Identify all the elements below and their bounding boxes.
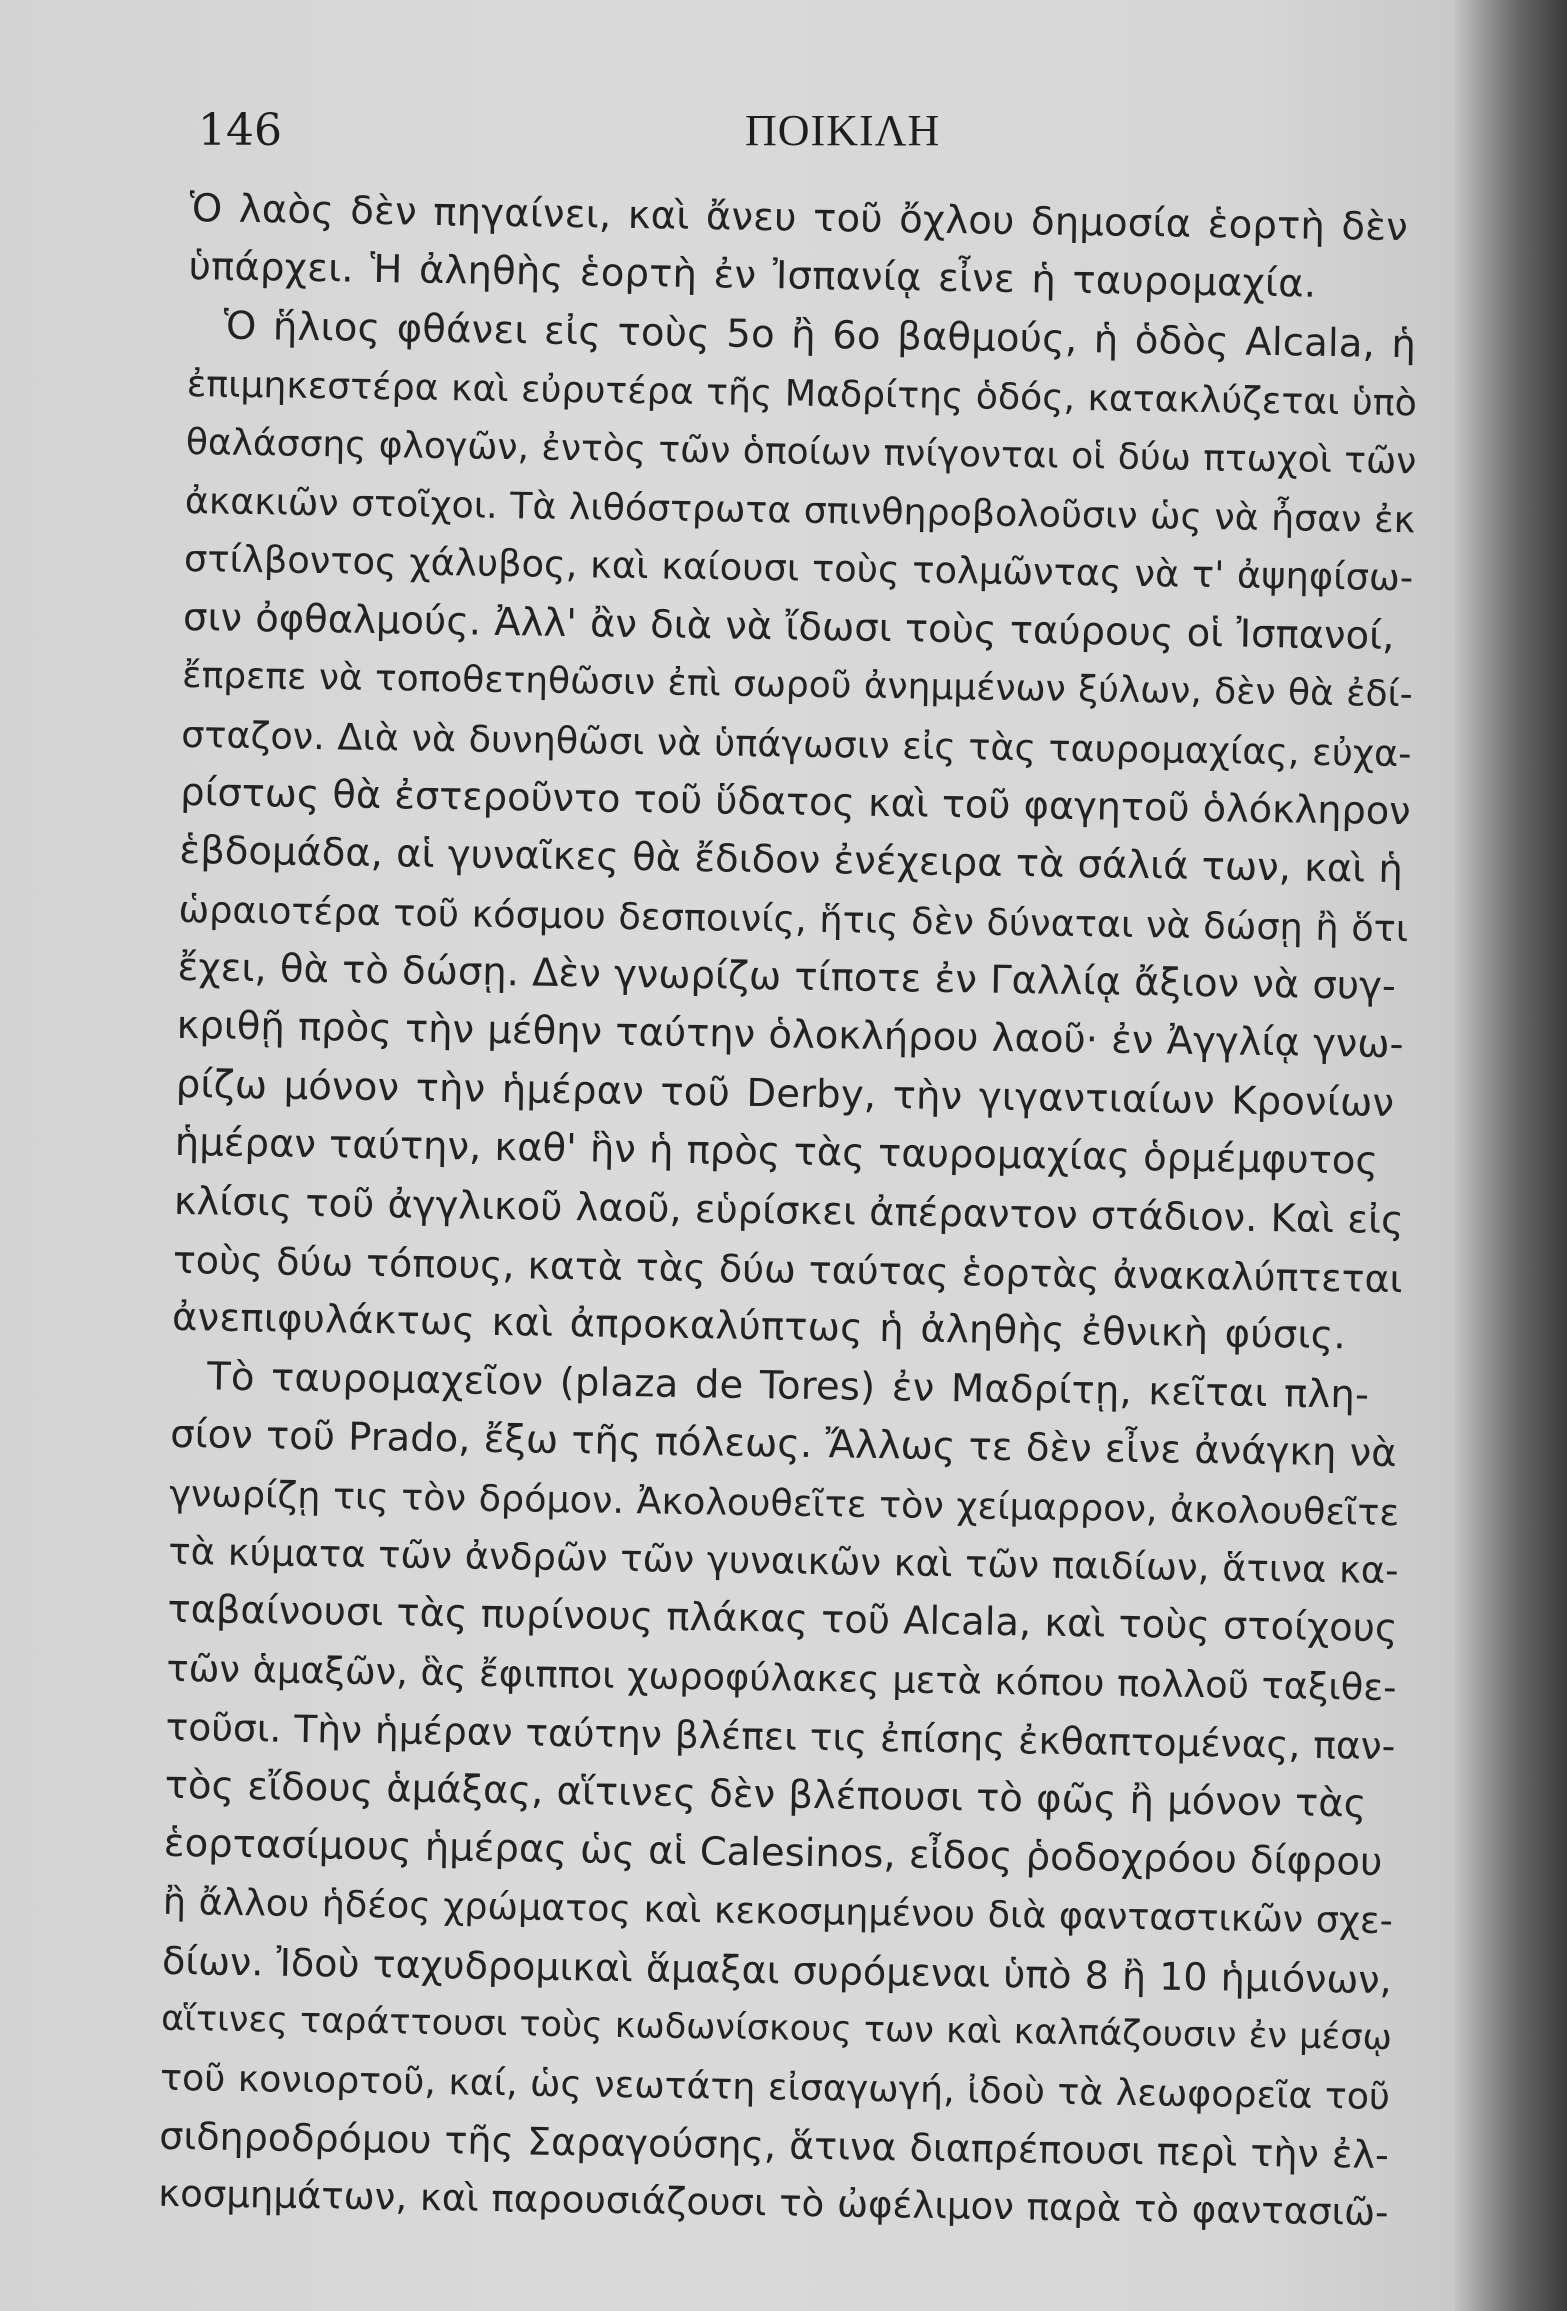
text-line: ἢ ἄλλου ἡδέος χρώματος καὶ κεκοσμημένου διὰ φανταστικῶν σχε- (162, 1880, 1394, 1943)
text-line: τοῦσι. Τὴν ἡμέραν ταύτην βλέπει τις ἐπίσης ἐκθαπτομένας, παν- (165, 1704, 1396, 1769)
text-line: τὸς εἴδους ἁμάξας, αἵτινες δὲν βλέπουσι τὸ φῶς ἢ μόνον τὰς (164, 1762, 1367, 1827)
text-line: ἀνεπιφυλάκτως καὶ ἀπροκαλύπτως ἡ ἀληθὴς ἐθνικὴ φύσις. (171, 1295, 1347, 1359)
text-line: ἔχει, θὰ τὸ δώσῃ. Δὲν γνωρίζω τίποτε ἐν Γαλλίᾳ ἄξιον νὰ συγ- (177, 944, 1397, 1010)
text-line: Ὁ ἥλιος φθάνει εἰς τοὺς 5ο ἢ 6ο βαθμούς, ἡ ὁδὸς Alcala, ἡ (223, 303, 1417, 368)
text-line: τὰ κύματα τῶν ἀνδρῶν τῶν γυναικῶν καὶ τῶν παιδίων, ἅτινα κα- (168, 1529, 1399, 1593)
text-line: Τὸ ταυρομαχεῖον (plaza de Tores) ἐν Μαδρίτῃ, κεῖται πλη- (206, 1354, 1370, 1418)
text-line: στίλβοντος χάλυβος, καὶ καίουσι τοὺς τολμῶντας νὰ τ' ἀψηφίσω- (183, 537, 1414, 600)
text-line: ρίστως θὰ ἐστεροῦντο τοῦ ὕδατος καὶ τοῦ φαγητοῦ ὁλόκληρον (180, 769, 1411, 835)
running-title: ΠΟΙΚΙΛΗ (745, 106, 941, 155)
page-header (0, 95, 1470, 165)
text-line: σιδηροδρόμου τῆς Σαραγούσης, ἅτινα διαπρέπουσι περὶ τὴν ἐλ- (158, 2113, 1390, 2177)
text-line: τῶν ἁμαξῶν, ἃς ἔφιπποι χωροφύλακες μετὰ κόπου πολλοῦ ταξιθε- (166, 1646, 1397, 1709)
text-line: σίον τοῦ Prado, ἔξω τῆς πόλεως. Ἄλλως τε δὲν εἶνε ἀνάγκη νὰ (169, 1412, 1397, 1477)
text-line: σιν ὀφθαλμούς. Ἀλλ' ἂν διὰ νὰ ἴδωσι τοὺς ταύρους οἱ Ἰσπανοί, (182, 594, 1395, 659)
text-line: κριθῇ πρὸς τὴν μέθην ταύτην ὁλοκλήρου λαοῦ· ἐν Ἀγγλίᾳ γνω- (176, 1003, 1404, 1068)
text-line: ἔπρεπε νὰ τοποθετηθῶσιν ἐπὶ σωροῦ ἀνημμένων ξύλων, δὲν θὰ ἐδί- (181, 655, 1413, 716)
text-line: σταζον. Διὰ νὰ δυνηθῶσι νὰ ὑπάγωσιν εἰς τὰς ταυρομαχίας, εὐχα- (180, 712, 1412, 775)
text-line: ἑορτασίμους ἡμέρας ὡς αἱ Calesinos, εἶδος ῥοδοχρόου δίφρου (163, 1820, 1383, 1885)
text-line: ὡραιοτέρα τοῦ κόσμου δεσποινίς, ἥτις δὲν δύναται νὰ δώσῃ ἢ ὅτι (178, 887, 1409, 950)
text-line: ἡμέραν ταύτην, καθ' ἣν ἡ πρὸς τὰς ταυρομαχίας ὁρμέμφυτος (174, 1120, 1379, 1185)
text-line: κοσμημάτων, καὶ παρουσιάζουσι τὸ ὠφέλιμον παρὰ τὸ φαντασιῶ- (158, 2172, 1389, 2235)
text-line: δίων. Ἰδοὺ ταχυδρομικαὶ ἅμαξαι συρόμεναι ὑπὸ 8 ἢ 10 ἡμιόνων, (161, 1938, 1393, 2002)
text-line: Ὁ λαὸς δὲν πηγαίνει, καὶ ἄνευ τοῦ ὄχλου δημοσία ἑορτὴ δὲν (189, 185, 1409, 251)
text-line: θαλάσσης φλογῶν, ἐντὸς τῶν ὁποίων πνίγονται οἱ δύω πτωχοὶ τῶν (185, 421, 1417, 482)
text-line: ταβαίνουσι τὰς πυρίνους πλάκας τοῦ Alcala, καὶ τοὺς στοίχους (167, 1587, 1398, 1652)
text-line: γνωρίζῃ τις τὸν δρόμον. Ἀκολουθεῖτε τὸν χείμαρρον, ἀκολουθεῖτε (169, 1471, 1400, 1534)
text-line: ἐπιμηκεστέρα καὶ εὐρυτέρα τῆς Μαδρίτης ὁδός, κατακλύζεται ὑπὸ (186, 362, 1418, 425)
text-line: ἑβδομάδα, αἱ γυναῖκες θὰ ἔδιδον ἐνέχειρα τὰ σάλιά των, καὶ ἡ (179, 828, 1404, 893)
text-line: αἵτινες ταράττουσι τοὺς κωδωνίσκους των καὶ καλπάζουσιν ἐν μέσῳ (160, 1998, 1393, 2059)
text-line: ὑπάρχει. Ἡ ἀληθὴς ἑορτὴ ἐν Ἰσπανίᾳ εἶνε ἡ ταυρομαχία. (188, 244, 1317, 308)
text-line: κλίσις τοῦ ἀγγλικοῦ λαοῦ, εὑρίσκει ἀπέραντον στάδιον. Καὶ εἰς (173, 1178, 1404, 1243)
text-line: ρίζω μόνον τὴν ἡμέραν τοῦ Derby, τὴν γιγαντιαίων Κρονίων (175, 1061, 1395, 1126)
book-gutter (1455, 0, 1567, 2311)
page-number: 146 (198, 105, 282, 156)
text-line: τοὺς δύω τόπους, κατὰ τὰς δύω ταύτας ἑορτὰς ἀνακαλύπτεται (172, 1237, 1403, 1302)
text-line: ἀκακιῶν στοῖχοι. Τὰ λιθόστρωτα σπινθηροβολοῦσιν ὡς νὰ ἦσαν ἐκ (184, 478, 1416, 542)
body-text (158, 180, 1420, 2243)
text-line: τοῦ κονιορτοῦ, καί, ὡς νεωτάτη εἰσαγωγή, ἰδοὺ τὰ λεωφορεῖα τοῦ (159, 2055, 1391, 2118)
